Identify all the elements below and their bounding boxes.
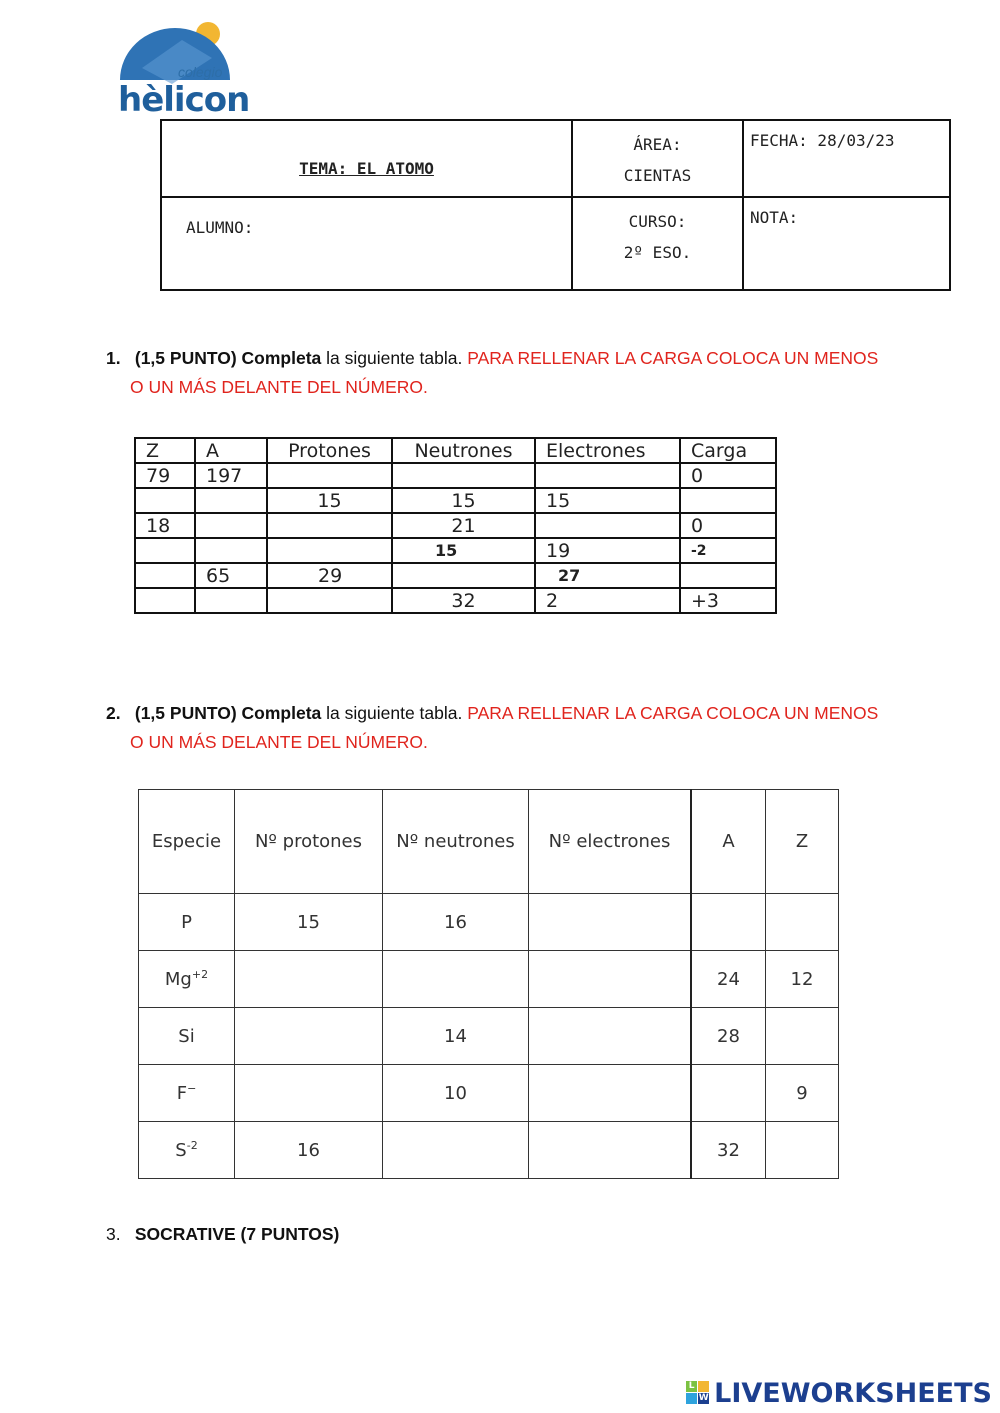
species-charge: -2 bbox=[186, 1139, 198, 1152]
table1-cell: 0 bbox=[680, 463, 776, 488]
school-logo bbox=[112, 18, 250, 120]
table1-cell[interactable] bbox=[195, 488, 267, 513]
table1-cell: +3 bbox=[680, 588, 776, 613]
species-symbol: F bbox=[176, 1083, 188, 1104]
species-symbol: Mg bbox=[164, 969, 192, 990]
table1-cell[interactable] bbox=[267, 538, 392, 563]
table2-cell: 16 bbox=[235, 1122, 383, 1179]
table2-cell[interactable] bbox=[529, 1122, 692, 1179]
table2-species bbox=[139, 1122, 235, 1179]
table-row bbox=[139, 894, 839, 951]
alumno-label: ALUMNO: bbox=[186, 218, 254, 237]
table1-cell[interactable] bbox=[267, 463, 392, 488]
question-1 bbox=[106, 344, 886, 402]
area-cell bbox=[572, 120, 743, 197]
table1-cell: 15 bbox=[535, 488, 680, 513]
table2-cell: 12 bbox=[766, 951, 839, 1008]
table1-cell: 197 bbox=[195, 463, 267, 488]
q2-bold-word: Completa bbox=[241, 703, 322, 723]
q1-points: (1,5 PUNTO) bbox=[134, 348, 237, 368]
table1-header: A bbox=[195, 438, 267, 463]
alumno-cell[interactable] bbox=[161, 197, 572, 290]
table-row bbox=[135, 513, 776, 538]
table1-cell: 27 bbox=[535, 563, 680, 588]
tema-cell bbox=[161, 120, 572, 197]
table1-cell[interactable] bbox=[135, 563, 195, 588]
fecha-text: FECHA: 28/03/23 bbox=[750, 131, 895, 150]
table1-cell[interactable] bbox=[392, 563, 535, 588]
table-1 bbox=[134, 437, 777, 614]
species-symbol: Si bbox=[178, 1026, 195, 1047]
table2-species bbox=[139, 1008, 235, 1065]
species-symbol: S bbox=[175, 1140, 187, 1161]
q1-bold-word: Completa bbox=[241, 348, 322, 368]
table-row bbox=[139, 1065, 839, 1122]
species-charge: − bbox=[187, 1082, 197, 1095]
table1-header: Z bbox=[135, 438, 195, 463]
table1-cell[interactable] bbox=[195, 588, 267, 613]
table-row bbox=[139, 951, 839, 1008]
q1-red-line1: PARA RELLENAR LA CARGA COLOCA UN MENOS bbox=[467, 348, 879, 368]
table2-cell[interactable] bbox=[766, 894, 839, 951]
table1-header: Electrones bbox=[535, 438, 680, 463]
species-symbol: P bbox=[181, 912, 192, 933]
table2-species bbox=[139, 894, 235, 951]
table-row bbox=[135, 538, 776, 563]
q1-number: 1. bbox=[106, 348, 121, 368]
table1-cell[interactable] bbox=[392, 463, 535, 488]
table2-cell[interactable] bbox=[766, 1008, 839, 1065]
table2-header: Z bbox=[766, 790, 839, 894]
question-3 bbox=[106, 1220, 339, 1249]
table-row bbox=[135, 563, 776, 588]
table1-cell[interactable] bbox=[195, 513, 267, 538]
species-charge: +2 bbox=[191, 968, 209, 981]
table1-cell: 0 bbox=[680, 513, 776, 538]
table1-cell: 29 bbox=[267, 563, 392, 588]
table-row bbox=[135, 463, 776, 488]
table2-header: Nº electrones bbox=[529, 790, 692, 894]
table1-cell: 79 bbox=[135, 463, 195, 488]
table1-cell: 15 bbox=[392, 538, 535, 563]
liveworksheets-brand bbox=[686, 1378, 992, 1409]
table1-cell[interactable] bbox=[135, 538, 195, 563]
table1-cell[interactable] bbox=[195, 538, 267, 563]
nota-label: NOTA: bbox=[750, 208, 799, 227]
table2-cell[interactable] bbox=[235, 1008, 383, 1065]
table1-cell: -2 bbox=[680, 538, 776, 563]
area-label: ÁREA: bbox=[633, 135, 682, 154]
table1-cell: 65 bbox=[195, 563, 267, 588]
table1-cell[interactable] bbox=[680, 488, 776, 513]
table1-header: Carga bbox=[680, 438, 776, 463]
fecha-cell bbox=[743, 120, 950, 197]
q1-text: la siguiente tabla. bbox=[326, 348, 463, 368]
table1-header: Neutrones bbox=[392, 438, 535, 463]
table1-cell: 15 bbox=[267, 488, 392, 513]
table2-species bbox=[139, 1065, 235, 1122]
table-row bbox=[139, 1122, 839, 1179]
nota-cell bbox=[743, 197, 950, 290]
table1-cell: 18 bbox=[135, 513, 195, 538]
curso-value: 2º ESO. bbox=[623, 243, 692, 262]
table2-cell: 15 bbox=[235, 894, 383, 951]
table1-cell[interactable] bbox=[535, 463, 680, 488]
table2-cell[interactable] bbox=[529, 1008, 692, 1065]
table2-cell[interactable] bbox=[529, 894, 692, 951]
table2-cell: 14 bbox=[383, 1008, 529, 1065]
table1-cell: 2 bbox=[535, 588, 680, 613]
table1-cell: 15 bbox=[392, 488, 535, 513]
table1-cell[interactable] bbox=[680, 563, 776, 588]
table1-cell[interactable] bbox=[267, 588, 392, 613]
table2-cell[interactable] bbox=[383, 1122, 529, 1179]
table1-cell[interactable] bbox=[135, 488, 195, 513]
table2-species bbox=[139, 951, 235, 1008]
table1-header: Protones bbox=[267, 438, 392, 463]
tema-title: TEMA: EL ATOMO bbox=[299, 159, 434, 178]
q2-number: 2. bbox=[106, 703, 121, 723]
header-table bbox=[160, 119, 951, 291]
liveworksheets-logo-icon: L W bbox=[686, 1381, 710, 1405]
table2-cell[interactable] bbox=[383, 951, 529, 1008]
table2-header: A bbox=[691, 790, 766, 894]
table-row bbox=[135, 488, 776, 513]
q1-red-line2: O UN MÁS DELANTE DEL NÚMERO. bbox=[130, 377, 428, 397]
q2-red-line1: PARA RELLENAR LA CARGA COLOCA UN MENOS bbox=[467, 703, 879, 723]
table2-cell[interactable] bbox=[235, 951, 383, 1008]
table2-cell: 28 bbox=[691, 1008, 766, 1065]
table2-header: Nº protones bbox=[235, 790, 383, 894]
table2-cell[interactable] bbox=[529, 1065, 692, 1122]
table2-cell[interactable] bbox=[691, 894, 766, 951]
table1-cell[interactable] bbox=[535, 513, 680, 538]
table1-cell: 32 bbox=[392, 588, 535, 613]
table2-cell[interactable] bbox=[691, 1065, 766, 1122]
brand-text: LIVEWORKSHEETS bbox=[714, 1378, 992, 1409]
table1-cell[interactable] bbox=[135, 588, 195, 613]
logo-colegio-text: colegio bbox=[178, 64, 223, 80]
table-2 bbox=[138, 789, 839, 1179]
curso-cell bbox=[572, 197, 743, 290]
table2-cell: 24 bbox=[691, 951, 766, 1008]
table2-header: Especie bbox=[139, 790, 235, 894]
table1-cell: 19 bbox=[535, 538, 680, 563]
table1-cell: 21 bbox=[392, 513, 535, 538]
q2-points: (1,5 PUNTO) bbox=[134, 703, 237, 723]
logo-helicon-text: hèlicon bbox=[118, 80, 250, 120]
table1-cell[interactable] bbox=[267, 513, 392, 538]
curso-label: CURSO: bbox=[628, 212, 687, 231]
table2-cell: 10 bbox=[383, 1065, 529, 1122]
q2-red-line2: O UN MÁS DELANTE DEL NÚMERO. bbox=[130, 732, 428, 752]
table2-cell[interactable] bbox=[766, 1122, 839, 1179]
table-row bbox=[139, 1008, 839, 1065]
q2-text: la siguiente tabla. bbox=[326, 703, 463, 723]
q3-text: SOCRATIVE (7 PUNTOS) bbox=[134, 1224, 340, 1244]
table2-cell: 16 bbox=[383, 894, 529, 951]
table2-cell: 32 bbox=[691, 1122, 766, 1179]
area-value: CIENTAS bbox=[623, 166, 692, 185]
table-row bbox=[135, 588, 776, 613]
q3-number: 3. bbox=[106, 1224, 121, 1244]
table2-cell: 9 bbox=[766, 1065, 839, 1122]
question-2 bbox=[106, 699, 886, 757]
table2-cell[interactable] bbox=[529, 951, 692, 1008]
table2-header: Nº neutrones bbox=[383, 790, 529, 894]
table2-cell[interactable] bbox=[235, 1065, 383, 1122]
